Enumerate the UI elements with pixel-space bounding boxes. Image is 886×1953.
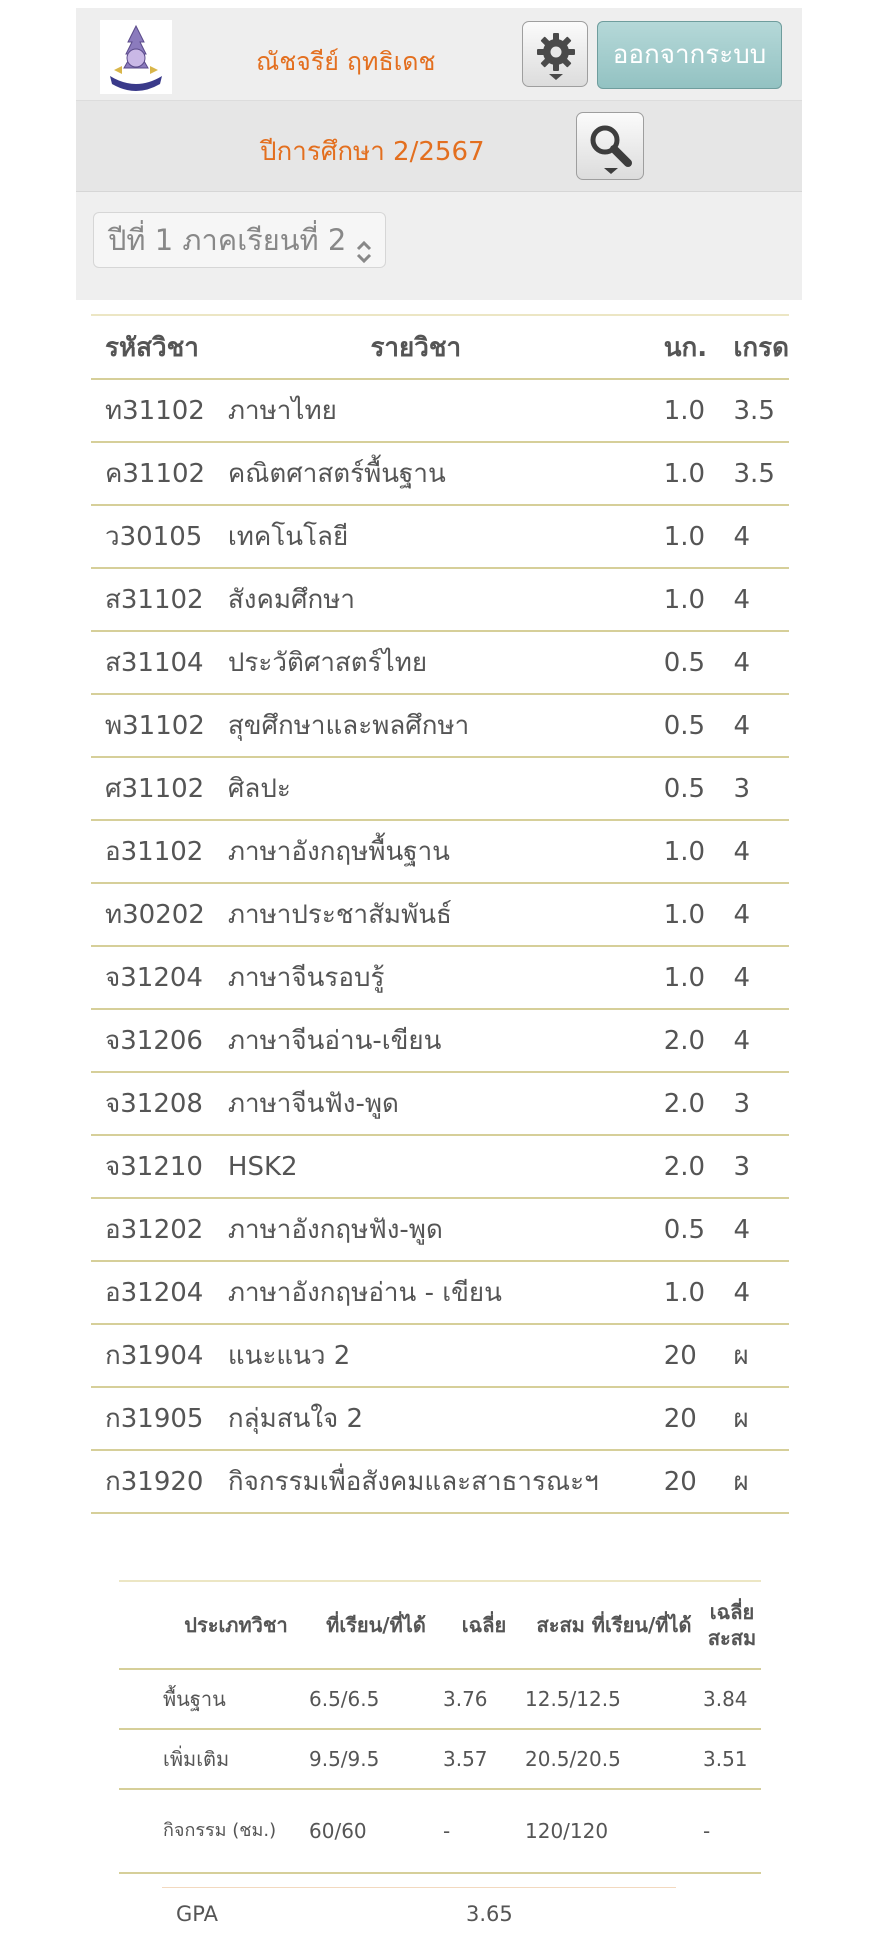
search-button[interactable] [576,112,644,180]
course-code: ศ31102 [105,774,205,804]
course-credit: 2.0 [663,1151,706,1182]
course-code: ค31102 [105,459,206,489]
course-name: ภาษาประชาสัมพันธ์ [227,900,452,930]
course-grade: 4 [733,521,751,552]
course-credit: 20 [663,1466,697,1497]
table-row [91,1261,789,1324]
summary-earned: 60/60 [309,1819,367,1843]
summary-accumulated-earned: 120/120 [525,1819,609,1843]
course-credit: 0.5 [663,773,706,804]
course-credit: 2.0 [663,1025,706,1056]
course-credit: 20 [663,1340,697,1371]
course-name: สุขศึกษาและพลศึกษา [227,711,470,741]
header-earned: ที่เรียน/ที่ได้ [326,1613,426,1637]
summary-earned: 9.5/9.5 [309,1747,380,1771]
table-row [91,1009,789,1072]
course-name: ภาษาอังกฤษฟัง-พูด [227,1215,443,1245]
course-name: ภาษาจีนรอบรู้ [227,963,385,993]
course-credit: 1.0 [663,584,706,615]
course-code: จ31206 [105,1026,203,1056]
up-down-chevron-icon [355,228,373,282]
course-grade: 4 [733,962,751,993]
course-credit: 20 [663,1403,697,1434]
course-name: ภาษาจีนอ่าน-เขียน [227,1026,442,1056]
summary-average: 3.76 [443,1687,488,1711]
table-row [91,1072,789,1135]
settings-button[interactable] [522,21,588,87]
course-credit: 1.0 [663,521,706,552]
course-name: ภาษาอังกฤษอ่าน - เขียน [227,1278,502,1308]
course-credit: 2.0 [663,1088,706,1119]
table-row [91,442,789,505]
user-name: ณัชจรีย์ ฤทธิเดช [256,47,436,76]
course-code: ส31102 [105,585,204,615]
academic-year-bar [76,101,802,192]
course-code: ท31102 [105,396,205,426]
table-row [91,820,789,883]
gpa-label: GPA [176,1902,218,1926]
course-grade: 4 [733,647,751,678]
gpa-value: 3.65 [466,1902,513,1926]
header-average: เฉลี่ย [461,1613,507,1637]
summary-header-row [119,1581,761,1669]
header-type: ประเภทวิชา [184,1613,288,1637]
app-header [76,8,802,101]
course-code: พ31102 [105,711,205,741]
course-name: เทคโนโลยี [227,522,349,552]
course-code: จ31204 [105,963,203,993]
school-logo [100,20,172,94]
summary-type: เพิ่มเติม [163,1747,230,1771]
table-row [91,694,789,757]
header-code: รหัสวิชา [105,332,199,363]
course-code: ก31905 [105,1404,204,1434]
course-credit: 0.5 [663,710,706,741]
course-grade: 4 [733,836,751,867]
table-row [91,1198,789,1261]
course-grade: 4 [733,710,751,741]
table-row [91,379,789,442]
course-grade: ผ [733,1404,749,1434]
course-name: HSK2 [227,1151,298,1182]
header-accumulated-average: เฉลี่ย สะสม [707,1600,757,1650]
course-name: คณิตศาสตร์พื้นฐาน [227,459,446,489]
course-grade: ผ [733,1467,749,1497]
course-code: ว30105 [105,522,203,552]
academic-year-label: ปีการศึกษา 2/2567 [260,137,485,167]
semester-select-value: ปีที่ 1 ภาคเรียนที่ 2 [108,223,347,257]
summary-row [119,1729,761,1789]
table-row [91,1324,789,1387]
course-name: กิจกรรมเพื่อสังคมและสาธารณะฯ [227,1467,599,1497]
table-row [91,1135,789,1198]
summary-accumulated-average: 3.84 [703,1687,748,1711]
table-row [91,631,789,694]
summary-accumulated-average: 3.51 [703,1747,748,1771]
course-name: กลุ่มสนใจ 2 [227,1404,364,1434]
course-credit: 1.0 [663,1277,706,1308]
table-row [91,883,789,946]
course-name: ประวัติศาสตร์ไทย [227,648,428,678]
course-code: ก31920 [105,1467,204,1497]
course-grade: 4 [733,899,751,930]
course-code: อ31204 [105,1278,204,1308]
table-row [91,505,789,568]
course-code: อ31202 [105,1215,204,1245]
course-code: ส31104 [105,648,204,678]
header-credit: นก. [663,332,708,363]
course-grade: ผ [733,1341,749,1371]
course-name: สังคมศึกษา [227,585,355,615]
summary-type: พื้นฐาน [163,1687,226,1711]
semester-area [76,192,802,300]
table-row [91,1387,789,1450]
logout-button[interactable]: ออกจากระบบ [597,21,782,89]
course-code: จ31208 [105,1089,203,1119]
header-grade: เกรด [733,332,789,363]
grades-table [91,314,789,1514]
course-name: ภาษาจีนฟัง-พูด [227,1089,399,1119]
course-grade: 3 [733,1088,751,1119]
course-code: อ31102 [105,837,204,867]
course-name: แนะแนว 2 [227,1341,351,1371]
course-grade: 3.5 [733,395,775,426]
course-name: ศิลปะ [227,774,291,804]
gpa-divider [162,1887,676,1888]
table-row [91,946,789,1009]
course-credit: 1.0 [663,962,706,993]
summary-row [119,1669,761,1729]
course-grade: 3.5 [733,458,775,489]
course-credit: 1.0 [663,836,706,867]
header-name: รายวิชา [370,332,462,363]
course-credit: 1.0 [663,899,706,930]
summary-accumulated-average: - [703,1819,711,1843]
course-credit: 1.0 [663,458,706,489]
course-grade: 4 [733,1277,751,1308]
summary-type: กิจกรรม (ชม.) [163,1820,277,1841]
summary-average: 3.57 [443,1747,488,1771]
grades-header-row [91,315,789,379]
summary-average: - [443,1819,451,1843]
table-row [91,1450,789,1513]
course-code: ท30202 [105,900,205,930]
course-name: ภาษาอังกฤษพื้นฐาน [227,837,450,867]
summary-row [119,1789,761,1873]
course-credit: 0.5 [663,1214,706,1245]
course-credit: 1.0 [663,395,706,426]
summary-accumulated-earned: 12.5/12.5 [525,1687,621,1711]
course-grade: 4 [733,584,751,615]
table-row [91,568,789,631]
course-grade: 3 [733,773,751,804]
course-name: ภาษาไทย [227,396,337,426]
course-grade: 4 [733,1214,751,1245]
course-credit: 0.5 [663,647,706,678]
summary-accumulated-earned: 20.5/20.5 [525,1747,621,1771]
course-grade: 4 [733,1025,751,1056]
summary-table [119,1580,761,1874]
course-code: จ31210 [105,1152,203,1182]
course-code: ก31904 [105,1341,204,1371]
course-grade: 3 [733,1151,751,1182]
header-accumulated-earned: สะสม ที่เรียน/ที่ได้ [536,1613,692,1637]
summary-earned: 6.5/6.5 [309,1687,380,1711]
semester-select[interactable] [93,212,386,268]
table-row [91,757,789,820]
